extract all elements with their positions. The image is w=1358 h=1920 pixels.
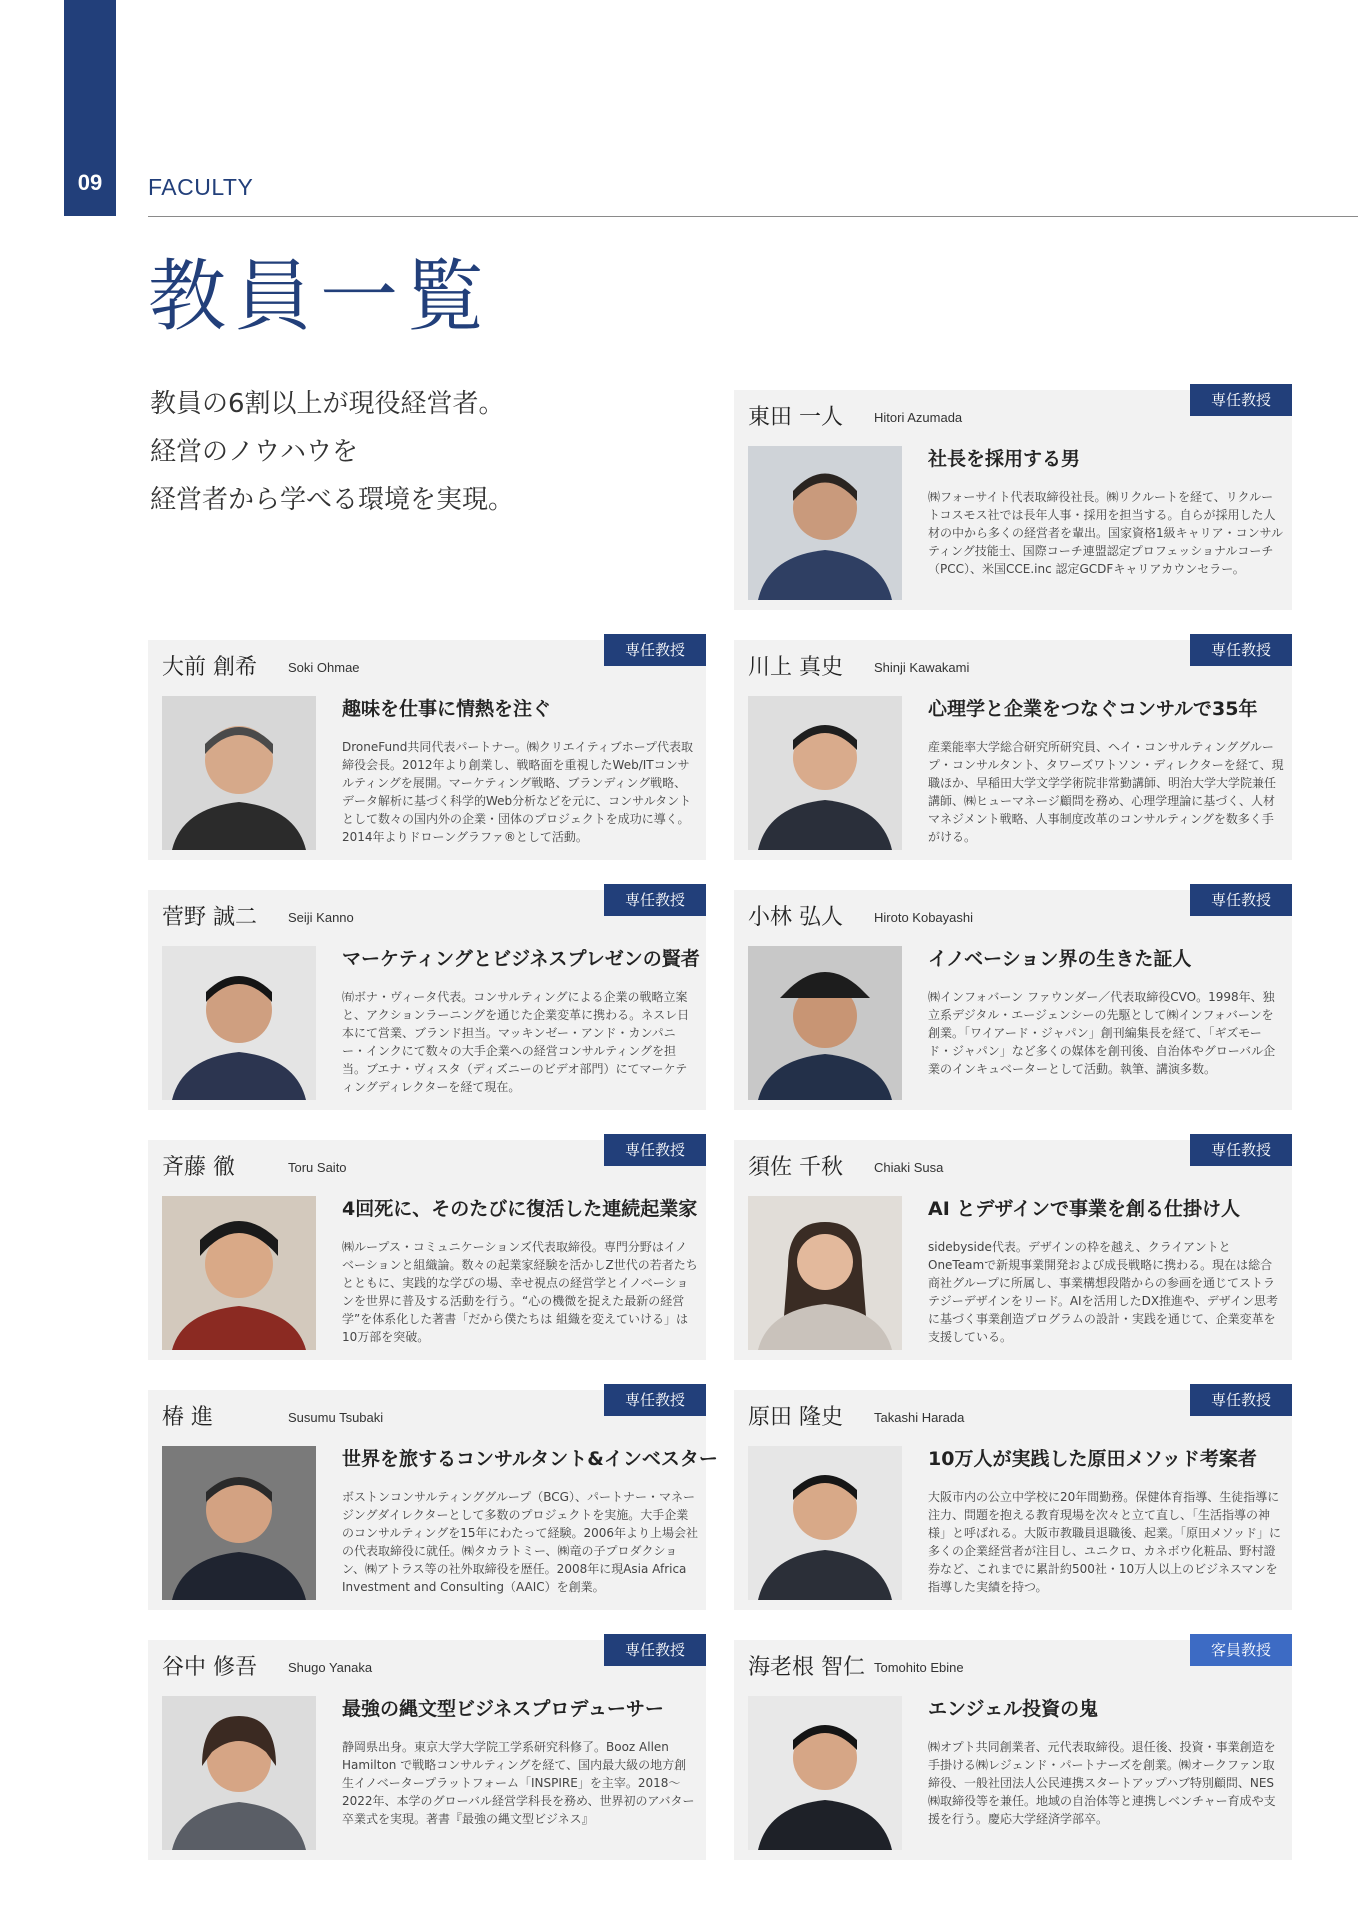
page-title: 教員一覧 <box>148 252 493 342</box>
page-number: 09 <box>77 170 103 195</box>
rank-badge: 専任教授 <box>604 634 706 666</box>
faculty-name: 谷中 修吾 <box>162 1655 257 1680</box>
faculty-bio: ㈲ボナ・ヴィータ代表。コンサルティングによる企業の戦略立案と、アクションラーニングを通じた企業変革に携わる。ネスレ日本にて営業、ブランド担当。マッキンゼー・アンド・カンパニー・インクにて数々の大手企業への経営コンサルティングを担当。ブエナ・ヴィスタ（ディズニーのビデオ部門）にてマーケティングディレクターを経て現在。 <box>342 990 690 1094</box>
faculty-name-roman: Shugo Yanaka <box>288 1660 373 1675</box>
faculty-card <box>734 390 1292 610</box>
faculty-headline: 趣味を仕事に情熱を注ぐ <box>342 698 552 720</box>
faculty-photo <box>162 696 316 850</box>
faculty-headline: 心理学と企業をつなぐコンサルで35年 <box>928 698 1258 720</box>
faculty-headline: 4回死に、そのたびに復活した連続起業家 <box>342 1198 698 1220</box>
faculty-bio: 大阪市内の公立中学校に20年間勤務。保健体育指導、生徒指導に注力、問題を抱える教育現場を次々と立て直し、「生活指導の神様」と呼ばれる。大阪市教職員退職後、起業。「原田メソッド」に多くの企業経営者が注目し、ユニクロ、カネボウ化粧品、野村證券など、これまでに累計約500社・10万人以上のビジネスマンを指導した実績を持つ。 <box>928 1490 1282 1594</box>
faculty-card <box>148 890 706 1110</box>
faculty-headline: 最強の縄文型ビジネスプロデューサー <box>342 1698 664 1720</box>
intro-line: 経営のノウハウを <box>150 437 359 467</box>
faculty-name: 菅野 誠二 <box>162 905 257 930</box>
faculty-name: 原田 隆史 <box>748 1405 843 1430</box>
faculty-name: 斉藤 徹 <box>162 1155 235 1180</box>
faculty-headline: エンジェル投資の鬼 <box>928 1698 1099 1720</box>
faculty-bio: ㈱オプト共同創業者、元代表取締役。退任後、投資・事業創造を手掛ける㈱レジェンド・パートナーズを創業。㈱オークファン取締役、一般社団法人公民連携スタートアップハブ特別顧問、NES㈱取締役等を兼任。地域の自治体等と連携しベンチャー育成や支援を行う。慶応大学経済学部卒。 <box>928 1740 1276 1826</box>
intro-line: 教員の6割以上が現役経営者。 <box>150 389 505 419</box>
faculty-name: 椿 進 <box>162 1405 213 1430</box>
faculty-name: 須佐 千秋 <box>748 1155 843 1180</box>
faculty-bio: ㈱ループス・コミュニケーションズ代表取締役。専門分野はイノベーションと組織論。数々の起業家経験を活かしZ世代の若者たちとともに、実践的な学びの場、幸せ視点の経営学とイノベーションを世界に普及する活動を行う。“心の機微を捉えた最新の経営学”を体系化した著書「だから僕たちは 組織を変えていける」は10万部を突破。 <box>342 1240 698 1344</box>
faculty-card <box>148 1390 718 1610</box>
faculty-name: 東田 一人 <box>748 405 843 430</box>
faculty-headline: 社長を採用する男 <box>928 448 1081 470</box>
rank-badge: 専任教授 <box>1190 384 1292 416</box>
faculty-card <box>734 1140 1292 1360</box>
section-label: FACULTY <box>148 174 254 200</box>
faculty-photo <box>162 1696 316 1850</box>
faculty-card <box>148 640 706 860</box>
faculty-photo <box>748 1696 902 1850</box>
rank-badge: 専任教授 <box>1190 634 1292 666</box>
faculty-name: 海老根 智仁 <box>748 1655 865 1680</box>
faculty-card <box>734 640 1292 860</box>
faculty-headline: 世界を旅するコンサルタント&インベスター <box>342 1448 718 1470</box>
faculty-name-roman: Hitori Azumada <box>874 410 963 425</box>
header-divider <box>148 216 1358 217</box>
rank-badge: 客員教授 <box>1190 1634 1292 1666</box>
faculty-bio: DroneFund共同代表パートナー。㈱クリエイティブホープ代表取締役会長。2012年より創業し、戦略面を重視したWeb/ITコンサルティングを展開。マーケティング戦略、ブランディング戦略、データ解析に基づく科学的Web分析などを元に、コンサルタントとして数々の国内外の企業・団体のプロジェクトを成功に導く。2014年よりドローングラファ®として活動。 <box>342 740 694 844</box>
faculty-photo <box>748 696 902 850</box>
faculty-card <box>148 1140 706 1360</box>
faculty-name-roman: Tomohito Ebine <box>874 1660 964 1675</box>
faculty-bio: ㈱インフォバーン ファウンダー／代表取締役CVO。1998年、独立系デジタル・エージェンシーの先駆として㈱インフォバーンを創業。「ワイアード・ジャパン」創刊編集長を経て、「ギズモード・ジャパン」など多くの媒体を創刊後、自治体やグローバル企業のインキュベーターとして活動。執筆、講演多数。 <box>928 990 1276 1076</box>
faculty-headline: AI とデザインで事業を創る仕掛け人 <box>928 1198 1241 1220</box>
faculty-photo <box>162 1446 316 1600</box>
rank-badge: 専任教授 <box>604 1384 706 1416</box>
faculty-photo <box>162 946 316 1100</box>
faculty-name-roman: Toru Saito <box>288 1160 347 1175</box>
faculty-headline: 10万人が実践した原田メソッド考案者 <box>928 1448 1257 1470</box>
rank-badge: 専任教授 <box>604 884 706 916</box>
faculty-name-roman: Seiji Kanno <box>288 910 354 925</box>
faculty-name-roman: Takashi Harada <box>874 1410 965 1425</box>
faculty-name: 川上 真史 <box>748 655 843 680</box>
faculty-name-roman: Hiroto Kobayashi <box>874 910 973 925</box>
rank-badge: 専任教授 <box>604 1634 706 1666</box>
faculty-bio: ボストンコンサルティンググループ（BCG）、パートナー・マネージングダイレクターとして多数のプロジェクトを実施。大手企業のコンサルティングを15年にわたって経験。2006年より上場会社の代表取締役に就任。㈱タカラトミー、㈱竜の子プロダクション、㈱アトラス等の社外取締役を歴任。2008年に現Asia Africa Investment and Consulting（AAIC）を創業。 <box>342 1490 699 1594</box>
faculty-photo <box>748 446 902 600</box>
faculty-photo <box>748 1196 902 1350</box>
faculty-card <box>734 1640 1292 1860</box>
rank-badge: 専任教授 <box>1190 884 1292 916</box>
faculty-name-roman: Susumu Tsubaki <box>288 1410 384 1425</box>
faculty-photo <box>748 946 902 1100</box>
faculty-bio: 静岡県出身。東京大学大学院工学系研究科修了。Booz Allen Hamilton で戦略コンサルティングを経て、国内最大級の地方創生イノベータープラットフォーム「INSPIRE」を主宰。2018〜2022年、本学のグローバル経営学科長を務め、世界初のアバター卒業式を実現。著書『最強の縄文型ビジネス』 <box>342 1740 695 1826</box>
faculty-name-roman: Soki Ohmae <box>288 660 360 675</box>
faculty-photo <box>748 1446 902 1600</box>
faculty-bio: 産業能率大学総合研究所研究員、ヘイ・コンサルティンググループ・コンサルタント、タワーズワトソン・ディレクターを経て、現職ほか、早稲田大学文学学術院非常勤講師、明治大学大学院兼任講師、㈱ヒューマネージ顧問を務め、心理学理論に基づく、人材マネジメント戦略、人事制度改革のコンサルティングを数多く手がける。 <box>928 740 1284 844</box>
faculty-name-roman: Shinji Kawakami <box>874 660 970 675</box>
faculty-name: 大前 創希 <box>162 655 257 680</box>
faculty-card <box>734 1390 1292 1610</box>
faculty-card <box>148 1640 706 1860</box>
rank-badge: 専任教授 <box>604 1134 706 1166</box>
rank-badge: 専任教授 <box>1190 1134 1292 1166</box>
intro-text <box>150 380 710 524</box>
faculty-photo <box>162 1196 316 1350</box>
faculty-bio: sidebyside代表。デザインの枠を越え、クライアントとOneTeamで新規事業開発および成長戦略に携わる。現在は総合商社グループに所属し、事業構想段階からの参画を通じてストラテジーデザインをリード。AIを活用したDX推進や、デザイン思考に基づく事業創造プログラムの設計・実践を通じて、企業変革を支援している。 <box>928 1240 1278 1344</box>
faculty-headline: イノベーション界の生きた証人 <box>928 948 1192 970</box>
faculty-name-roman: Chiaki Susa <box>874 1160 944 1175</box>
faculty-name: 小林 弘人 <box>748 905 843 930</box>
faculty-card <box>734 890 1292 1110</box>
rank-badge: 専任教授 <box>1190 1384 1292 1416</box>
faculty-bio: ㈱フォーサイト代表取締役社長。㈱リクルートを経て、リクルートコスモス社では長年人事・採用を担当する。自らが採用した人材の中から多くの経営者を輩出。国家資格1級キャリア・コンサルティング技能士、国際コーチ連盟認定プロフェッショナルコーチ（PCC）、米国CCE.inc 認定GCDFキャリアカウンセラー。 <box>928 490 1284 576</box>
intro-line: 経営者から学べる環境を実現。 <box>150 485 515 515</box>
faculty-headline: マーケティングとビジネスプレゼンの賢者 <box>342 948 700 970</box>
